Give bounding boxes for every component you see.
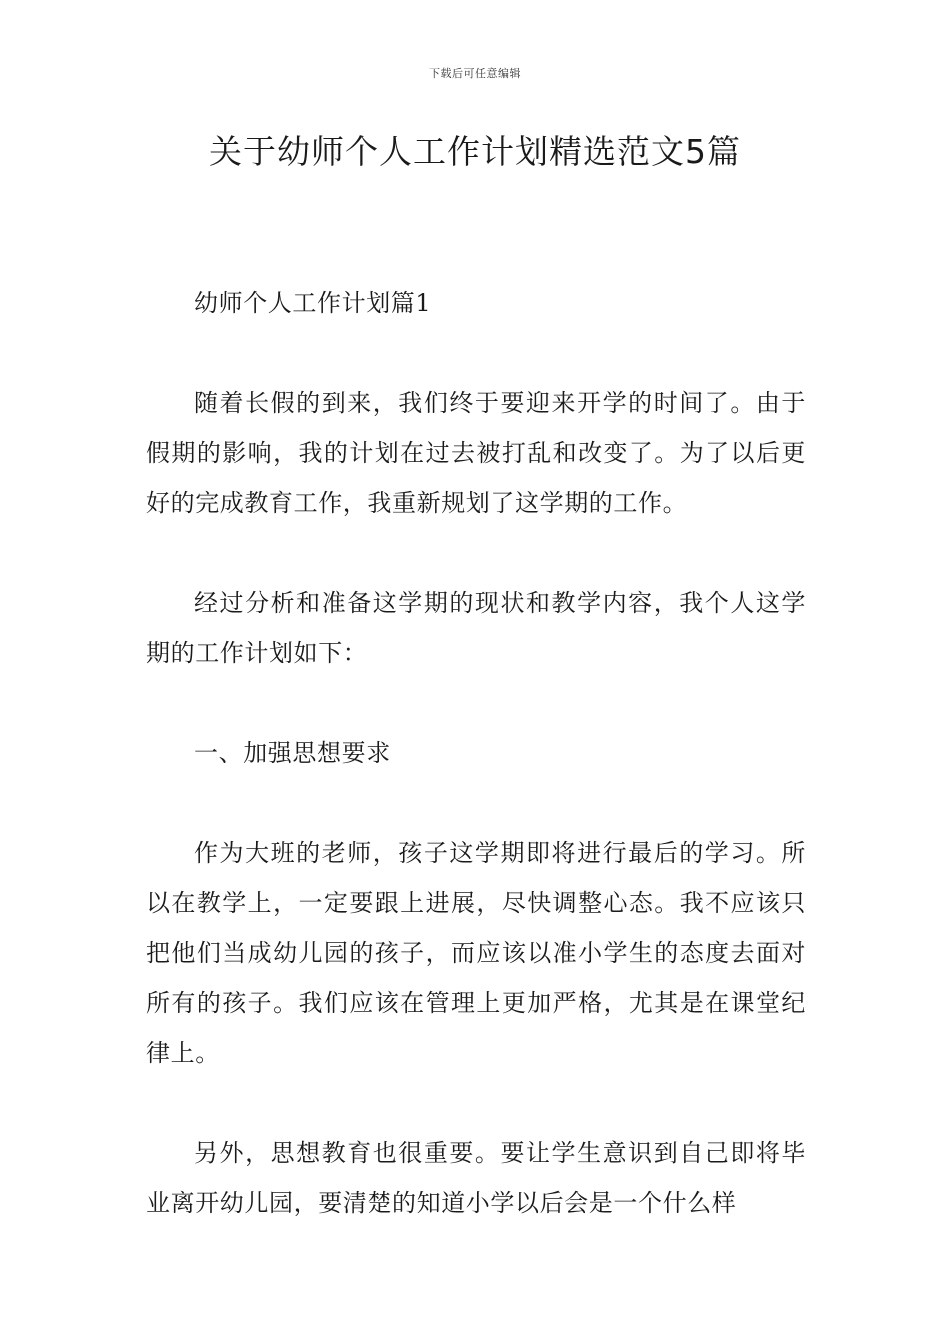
- subheading-thought-requirements: 一、加强思想要求: [194, 739, 391, 767]
- paragraph-analysis: 经过分析和准备这学期的现状和教学内容，我个人这学期的工作计划如下：: [146, 589, 806, 667]
- header-note: 下载后可任意编辑: [429, 67, 521, 80]
- section-heading: 幼师个人工作计划篇1: [194, 289, 432, 317]
- paragraph-teacher-role: 作为大班的老师，孩子这学期即将进行最后的学习。所以在教学上，一定要跟上进展，尽快调整心态。我不应该只把他们当成幼儿园的孩子，而应该以准小学生的态度去面对所有的孩子。我们应该在管理上更加严格，尤其是在课堂纪律上。: [146, 839, 806, 1067]
- document-title: 关于幼师个人工作计划精选范文5篇: [209, 132, 741, 171]
- document-body: [146, 278, 806, 1228]
- paragraph-intro: 随着长假的到来，我们终于要迎来开学的时间了。由于假期的影响，我的计划在过去被打乱和改变了。为了以后更好的完成教育工作，我重新规划了这学期的工作。: [146, 389, 806, 517]
- paragraph-ideological-education: 另外，思想教育也很重要。要让学生意识到自己即将毕业离开幼儿园，要清楚的知道小学以后会是一个什么样: [146, 1139, 806, 1217]
